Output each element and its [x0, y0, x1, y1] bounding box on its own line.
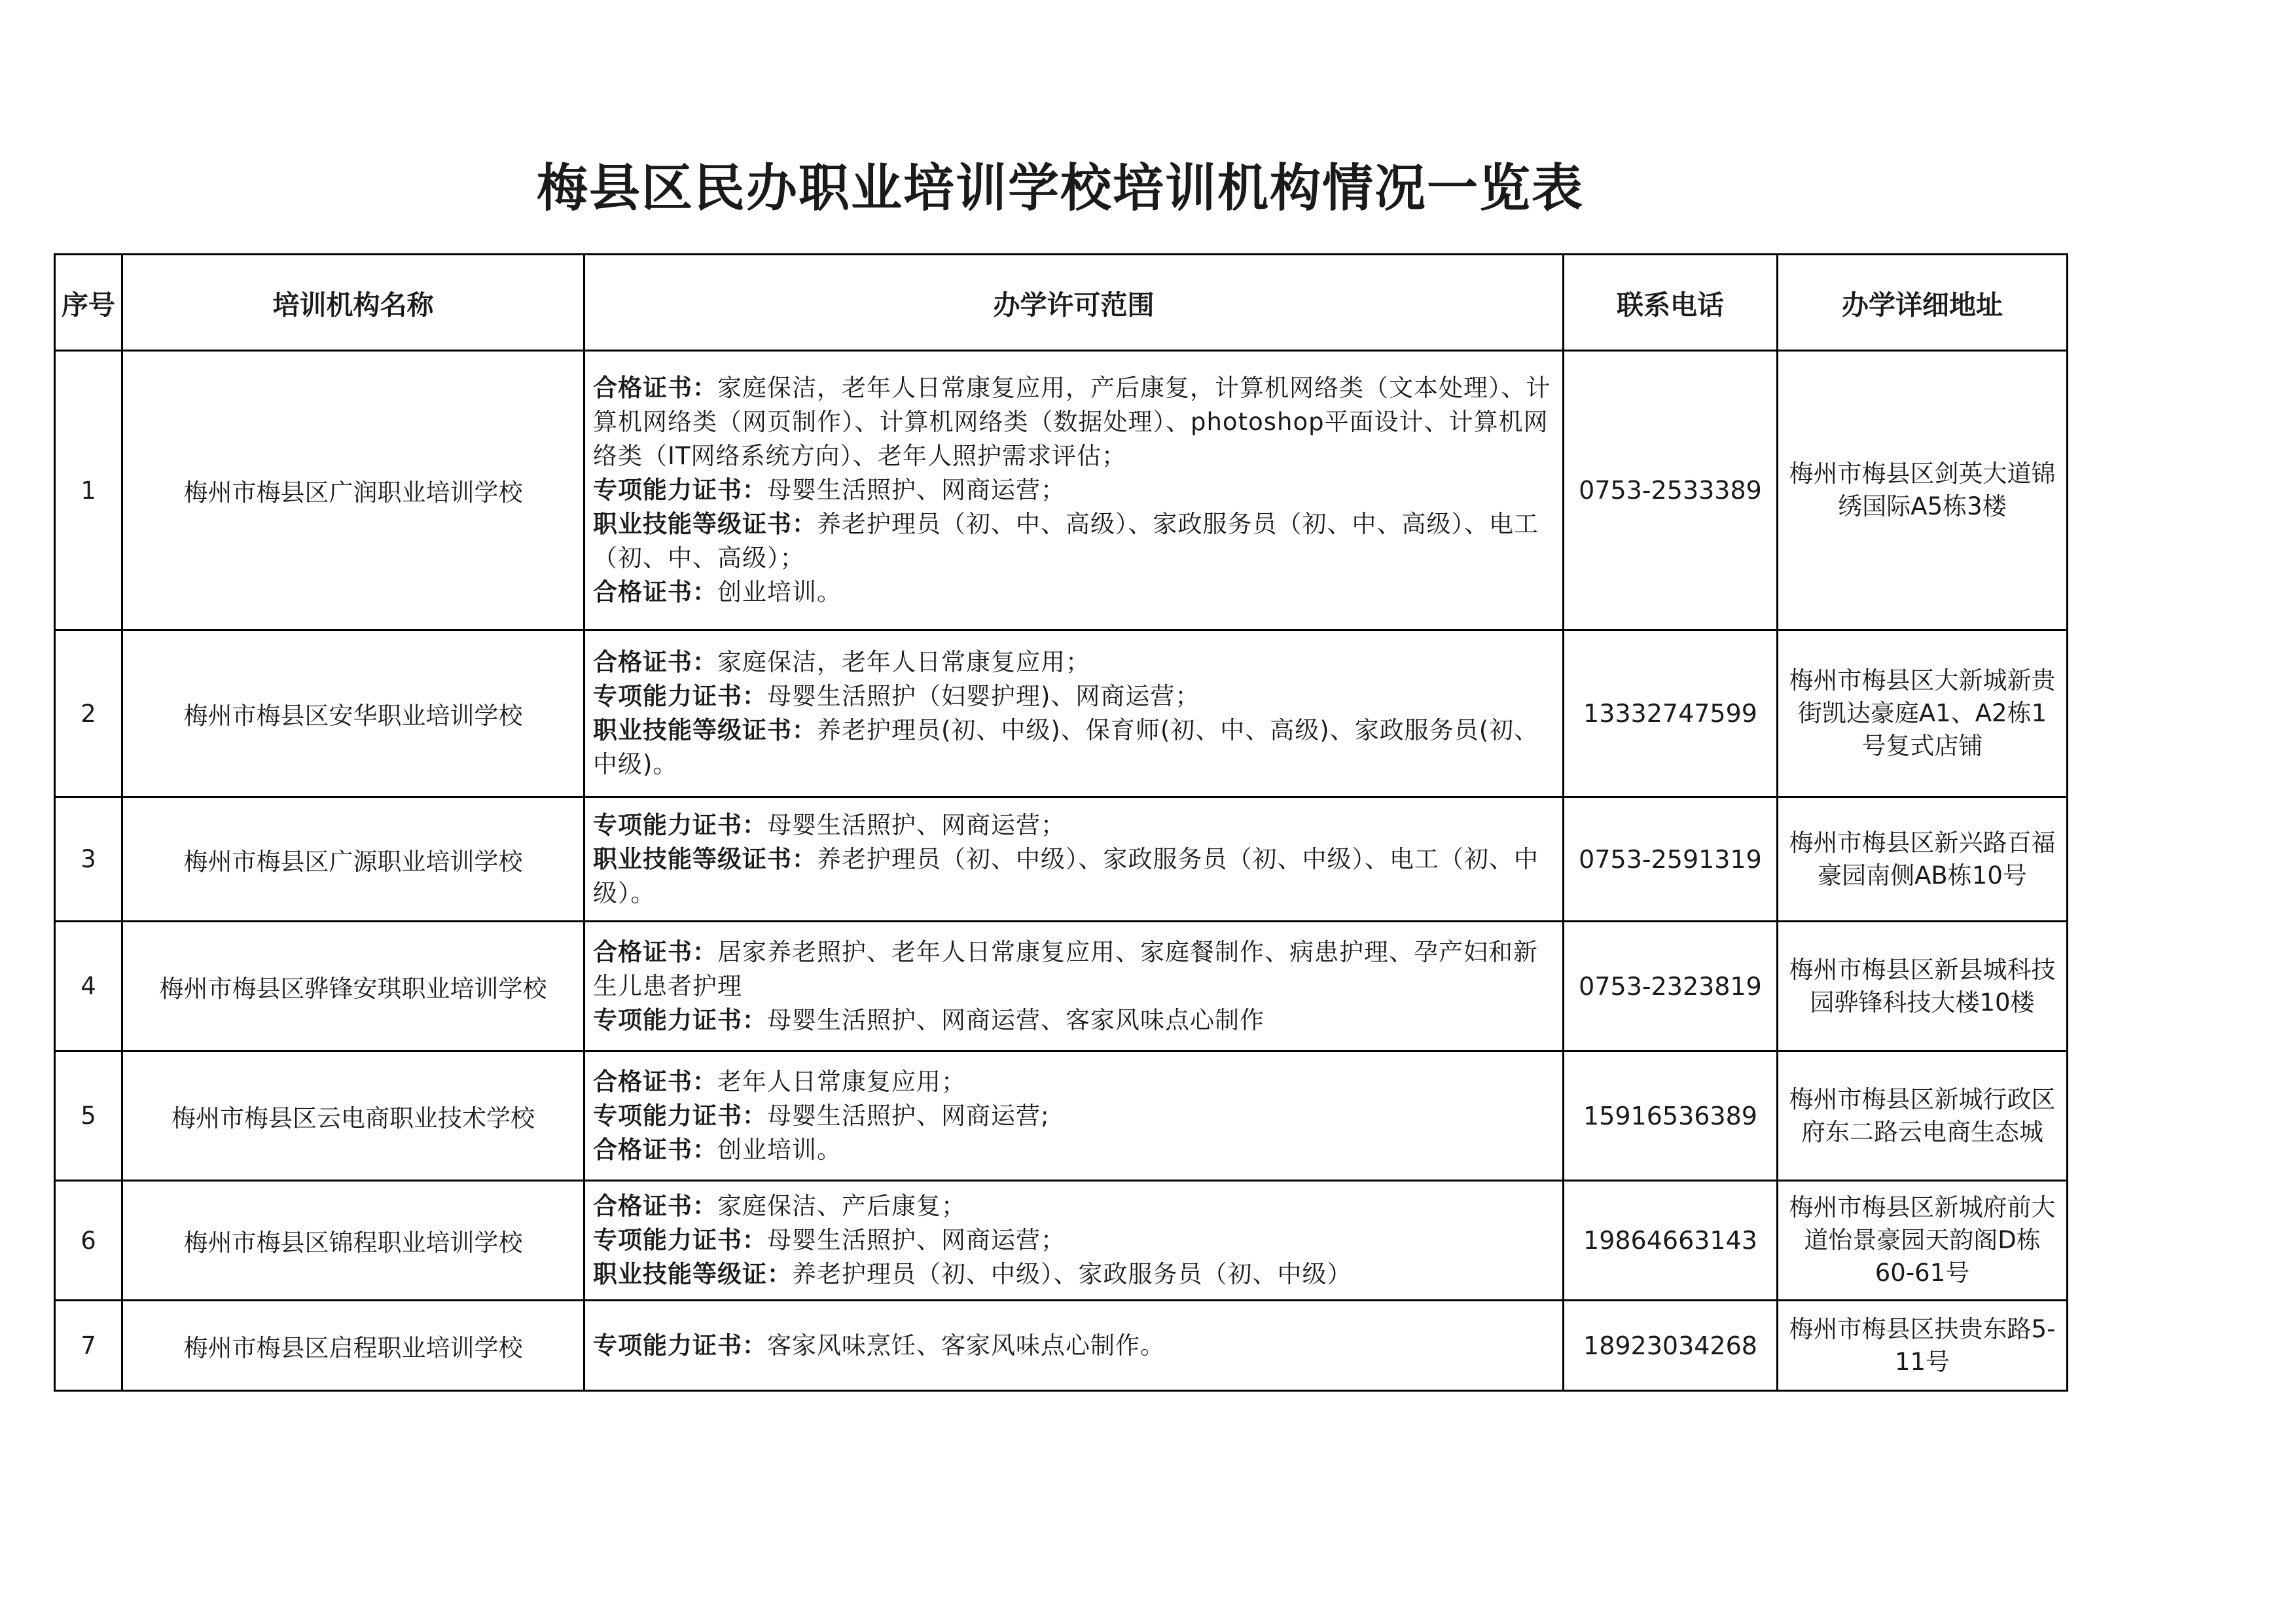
- header-address: 办学详细地址: [1778, 255, 2068, 351]
- cell-address: 梅州市梅县区大新城新贵街凯达豪庭A1、A2栋1号复式店铺: [1778, 630, 2068, 797]
- scope-label: 专项能力证书：: [593, 810, 767, 839]
- cell-phone: 0753-2323819: [1564, 922, 1778, 1051]
- scope-label: 合格证书：: [593, 937, 717, 966]
- scope-label: 合格证书：: [593, 1192, 717, 1220]
- cell-seq: 6: [55, 1181, 122, 1301]
- table-row: [55, 1181, 2068, 1301]
- scope-text: 客家风味烹饪、客家风味点心制作。: [767, 1331, 1165, 1360]
- scope-label: 职业技能等级证：: [593, 1260, 792, 1288]
- scope-label: 合格证书：: [593, 648, 717, 676]
- scope-label: 合格证书：: [593, 374, 717, 402]
- scope-line: [593, 1003, 1554, 1038]
- cell-name: 梅州市梅县区启程职业培训学校: [122, 1301, 584, 1391]
- scope-label: 职业技能等级证书：: [593, 844, 817, 873]
- scope-label: 合格证书：: [593, 578, 717, 606]
- scope-line: [593, 1257, 1554, 1291]
- table-row: [55, 351, 2068, 630]
- scope-text: 母婴生活照护、网商运营、客家风味点心制作: [767, 1005, 1265, 1034]
- table-row: [55, 630, 2068, 797]
- scope-text: 创业培训。: [717, 1135, 842, 1164]
- scope-line: [593, 645, 1554, 679]
- cell-scope: [584, 1301, 1564, 1391]
- scope-text: 母婴生活照护、网商运营；: [767, 1226, 1066, 1254]
- scope-label: 专项能力证书：: [593, 682, 767, 710]
- scope-text: 养老护理员(初、中级)、保育师(初、中、高级)、家政服务员(初、中级)。: [593, 716, 1539, 778]
- scope-line: [593, 1223, 1554, 1257]
- page-title: 梅县区民办职业培训学校培训机构情况一览表: [536, 158, 1584, 218]
- cell-name: 梅州市梅县区云电商职业技术学校: [122, 1051, 584, 1181]
- cell-phone: 15916536389: [1564, 1051, 1778, 1181]
- scope-line: [593, 679, 1554, 713]
- table-header-row: [55, 255, 2068, 351]
- scope-text: 母婴生活照护、网商运营；: [767, 476, 1066, 504]
- cell-phone: 19864663143: [1564, 1181, 1778, 1301]
- header-phone: 联系电话: [1564, 255, 1778, 351]
- scope-label: 专项能力证书：: [593, 1226, 767, 1254]
- scope-text: 居家养老照护、老年人日常康复应用、家庭餐制作、病患护理、孕产妇和新生儿患者护理: [593, 937, 1538, 1000]
- cell-name: 梅州市梅县区锦程职业培训学校: [122, 1181, 584, 1301]
- cell-address: 梅州市梅县区新城府前大道怡景豪园天韵阁D栋60-61号: [1778, 1181, 2068, 1301]
- cell-scope: [584, 922, 1564, 1051]
- cell-seq: 4: [55, 922, 122, 1051]
- table-row: [55, 1051, 2068, 1181]
- scope-line: [593, 935, 1554, 1003]
- cell-name: 梅州市梅县区广源职业培训学校: [122, 797, 584, 922]
- cell-phone: 0753-2591319: [1564, 797, 1778, 922]
- scope-line: [593, 808, 1554, 842]
- scope-line: [593, 575, 1554, 609]
- cell-seq: 7: [55, 1301, 122, 1391]
- scope-line: [593, 1329, 1554, 1363]
- scope-text: 养老护理员（初、中级）、家政服务员（初、中级）: [792, 1260, 1352, 1288]
- table-row: [55, 1301, 2068, 1391]
- cell-name: 梅州市梅县区广润职业培训学校: [122, 351, 584, 630]
- cell-scope: [584, 351, 1564, 630]
- scope-line: [593, 1189, 1554, 1223]
- cell-address: 梅州市梅县区剑英大道锦绣国际A5栋3楼: [1778, 351, 2068, 630]
- scope-text: 家庭保洁，老年人日常康复应用；: [717, 648, 1090, 676]
- table-row: [55, 797, 2068, 922]
- scope-text: 家庭保洁，老年人日常康复应用，产后康复，计算机网络类（文本处理）、计算机网络类（网页制作）、计算机网络类（数据处理）、photoshop平面设计、计算机网络类（IT网络系统方向）、老年人照护需求评估；: [593, 374, 1551, 470]
- scope-label: 专项能力证书：: [593, 1101, 767, 1130]
- cell-seq: 2: [55, 630, 122, 797]
- scope-line: [593, 1099, 1554, 1133]
- cell-address: 梅州市梅县区扶贵东路5-11号: [1778, 1301, 2068, 1391]
- cell-name: 梅州市梅县区骅锋安琪职业培训学校: [122, 922, 584, 1051]
- scope-label: 专项能力证书：: [593, 1005, 767, 1034]
- cell-scope: [584, 1051, 1564, 1181]
- scope-line: [593, 507, 1554, 575]
- scope-text: 家庭保洁、产后康复；: [717, 1192, 966, 1220]
- cell-name: 梅州市梅县区安华职业培训学校: [122, 630, 584, 797]
- scope-label: 专项能力证书：: [593, 1331, 767, 1360]
- cell-phone: 13332747599: [1564, 630, 1778, 797]
- institution-table: [54, 253, 2068, 1392]
- header-scope: 办学许可范围: [584, 255, 1564, 351]
- cell-phone: 18923034268: [1564, 1301, 1778, 1391]
- scope-text: 创业培训。: [717, 578, 842, 606]
- header-name: 培训机构名称: [122, 255, 584, 351]
- scope-text: 母婴生活照护（妇婴护理)、网商运营；: [767, 682, 1200, 710]
- scope-text: 养老护理员（初、中级）、家政服务员（初、中级）、电工（初、中级）。: [593, 844, 1539, 907]
- cell-scope: [584, 797, 1564, 922]
- cell-scope: [584, 630, 1564, 797]
- scope-line: [593, 1065, 1554, 1099]
- cell-address: 梅州市梅县区新县城科技园骅锋科技大楼10楼: [1778, 922, 2068, 1051]
- cell-address: 梅州市梅县区新城行政区府东二路云电商生态城: [1778, 1051, 2068, 1181]
- scope-text: 母婴生活照护、网商运营；: [767, 810, 1066, 839]
- scope-line: [593, 713, 1554, 782]
- scope-line: [593, 371, 1554, 473]
- scope-line: [593, 473, 1554, 507]
- scope-label: 职业技能等级证书：: [593, 716, 817, 744]
- cell-scope: [584, 1181, 1564, 1301]
- cell-address: 梅州市梅县区新兴路百福豪园南侧AB栋10号: [1778, 797, 2068, 922]
- header-seq: 序号: [55, 255, 122, 351]
- scope-label: 职业技能等级证书：: [593, 510, 817, 538]
- scope-line: [593, 842, 1554, 911]
- scope-text: 母婴生活照护、网商运营;: [767, 1101, 1050, 1130]
- cell-seq: 3: [55, 797, 122, 922]
- scope-label: 合格证书：: [593, 1067, 717, 1096]
- cell-seq: 5: [55, 1051, 122, 1181]
- scope-text: 养老护理员（初、中、高级）、家政服务员（初、中、高级）、电工（初、中、高级）；: [593, 510, 1539, 572]
- cell-phone: 0753-2533389: [1564, 351, 1778, 630]
- scope-line: [593, 1133, 1554, 1167]
- scope-label: 专项能力证书：: [593, 476, 767, 504]
- table-row: [55, 922, 2068, 1051]
- scope-label: 合格证书：: [593, 1135, 717, 1164]
- cell-seq: 1: [55, 351, 122, 630]
- scope-text: 老年人日常康复应用；: [717, 1067, 966, 1096]
